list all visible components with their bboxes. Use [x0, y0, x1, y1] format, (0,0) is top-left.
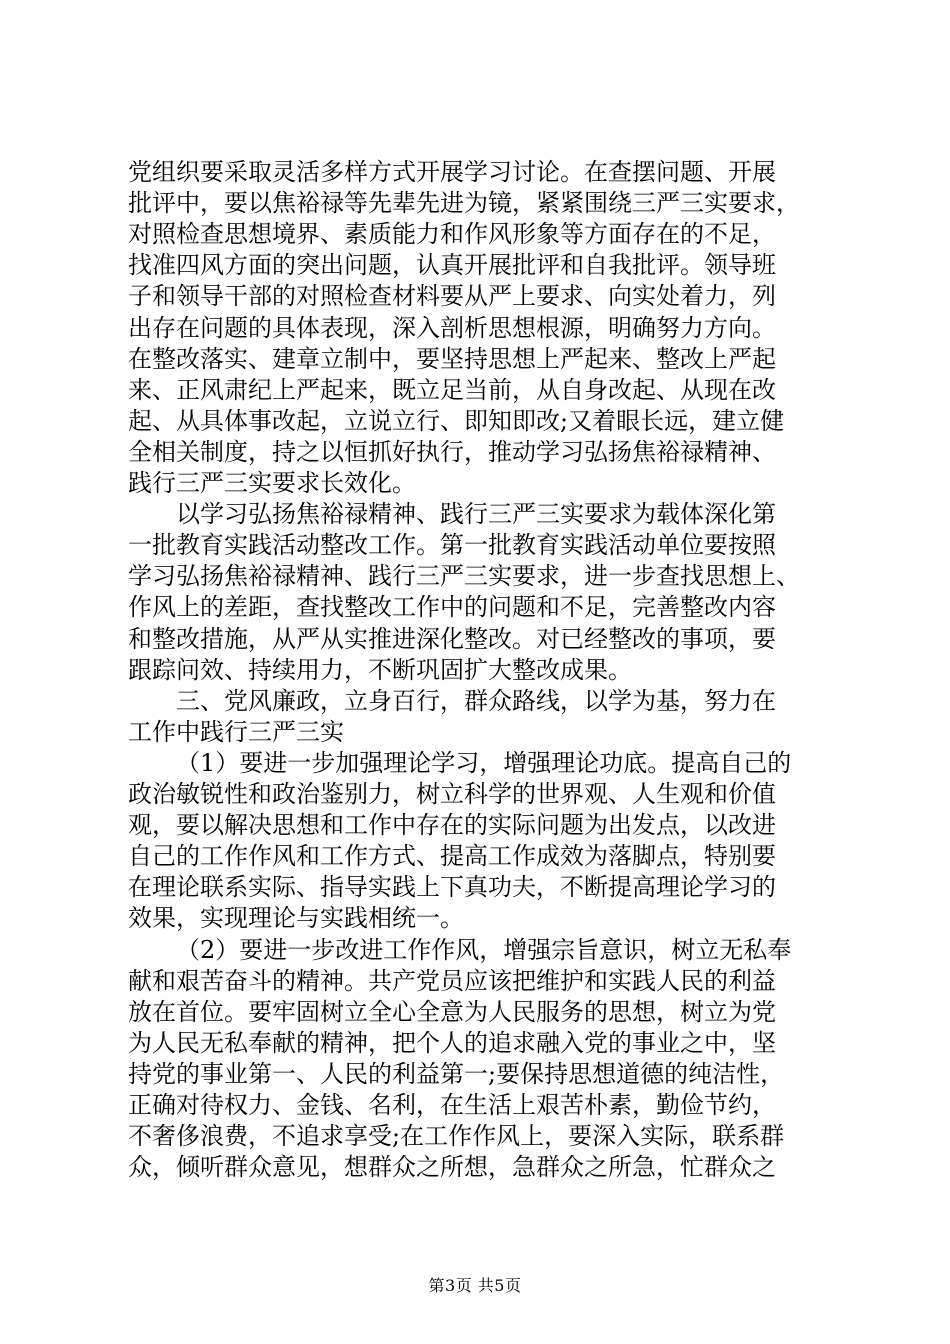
text-line: 起、从具体事改起，立说立行、即知即改;又着眼长远，建立健 — [128, 406, 785, 435]
paragraph-first-line: 以学习弘扬焦裕禄精神、践行三严三实要求为载体深化第 — [176, 500, 776, 529]
text-line: 和整改措施，从严从实推进深化整改。对已经整改的事项，要 — [128, 624, 776, 653]
text-line: 在整改落实、建章立制中，要坚持思想上严起来、整改上严起 — [128, 344, 776, 373]
text-line: 学习弘扬焦裕禄精神、践行三严三实要求，进一步查找思想上、 — [128, 562, 800, 591]
text-line: 不奢侈浪费，不追求享受;在工作作风上，要深入实际，联系群 — [128, 1122, 785, 1151]
text-line: 为人民无私奉献的精神，把个人的追求融入党的事业之中，坚 — [128, 1028, 776, 1057]
text-line: 效果，实现理论与实践相统一。 — [128, 904, 464, 933]
text-line: 自己的工作作风和工作方式、提高工作成效为落脚点，特别要 — [128, 842, 776, 871]
text-line: 献和艰苦奋斗的精神。共产党员应该把维护和实践人民的利益 — [128, 966, 776, 995]
text-line: 在理论联系实际、指导实践上下真功夫，不断提高理论学习的 — [128, 873, 776, 902]
section-heading: 三、党风廉政，立身百行，群众路线，以学为基，努力在 — [176, 686, 776, 715]
text-line: 践行三严三实要求长效化。 — [128, 469, 416, 497]
text-line: 政治敏锐性和政治鉴别力，树立科学的世界观、人生观和价值 — [128, 780, 776, 808]
text-line: 跟踪问效、持续用力，不断巩固扩大整改成果。 — [128, 655, 632, 684]
text-line: 批评中，要以焦裕禄等先辈先进为镜，紧紧围绕三严三实要求， — [128, 189, 800, 218]
text-line: 来、正风肃纪上严起来，既立足当前，从自身改起、从现在改 — [128, 375, 776, 404]
paragraph-first-line: （2）要进一步改进工作作风，增强宗旨意识，树立无私奉 — [176, 935, 792, 964]
text-line: 持党的事业第一、人民的利益第一;要保持思想道德的纯洁性， — [128, 1059, 785, 1088]
paragraph-first-line: （1）要进一步加强理论学习，增强理论功底。提高自己的 — [176, 748, 792, 777]
text-line: 观，要以解决思想和工作中存在的实际问题为出发点，以改进 — [128, 811, 776, 840]
text-line: 对照检查思想境界、素质能力和作风形象等方面存在的不足， — [128, 220, 776, 249]
text-line: 正确对待权力、金钱、名利，在生活上艰苦朴素，勤俭节约， — [128, 1091, 776, 1119]
text-line: 众，倾听群众意见，想群众之所想，急群众之所急，忙群众之 — [128, 1153, 776, 1182]
text-line: 工作中践行三严三实 — [128, 717, 344, 746]
text-line: 一批教育实践活动整改工作。第一批教育实践活动单位要按照 — [128, 531, 776, 560]
text-line: 作风上的差距，查找整改工作中的问题和不足，完善整改内容 — [128, 593, 776, 622]
text-line: 全相关制度，持之以恒抓好执行，推动学习弘扬焦裕禄精神、 — [128, 437, 776, 466]
text-line: 出存在问题的具体表现，深入剖析思想根源，明确努力方向。 — [128, 313, 776, 342]
text-line: 子和领导干部的对照检查材料要从严上要求、向实处着力，列 — [128, 282, 776, 311]
text-line: 放在首位。要牢固树立全心全意为人民服务的思想，树立为党 — [128, 997, 776, 1026]
text-line: 找准四风方面的突出问题，认真开展批评和自我批评。领导班 — [128, 251, 776, 280]
page-number-footer: 第3页 共5页 — [428, 1276, 522, 1295]
text-line: 党组织要采取灵活多样方式开展学习讨论。在查摆问题、开展 — [128, 158, 776, 186]
